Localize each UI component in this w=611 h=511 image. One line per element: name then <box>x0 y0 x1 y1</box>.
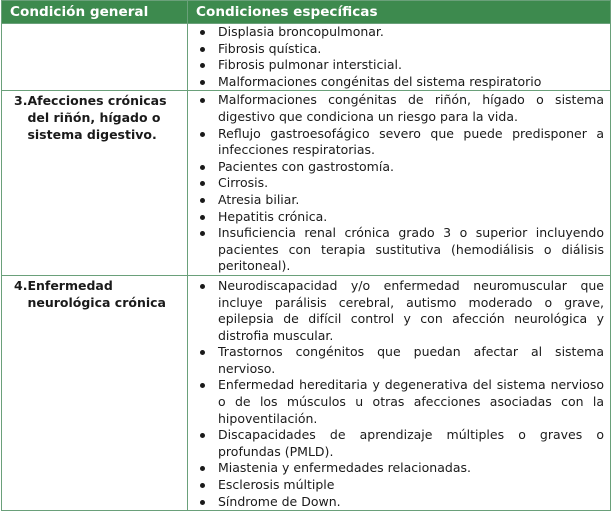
header-general-condition: Condición general <box>2 1 188 24</box>
condition-title: Afecciones crónicas del riñón, hígado o sistema digestivo. <box>27 93 167 142</box>
list-item: Neurodiscapacidad y/o enfermedad neuromuscular que incluye parálisis cerebral, autismo moderado o grave, epilepsia de difícil control y con afección neurológica y distrofia muscular. <box>218 277 604 343</box>
condition-number: 3. <box>14 93 28 109</box>
specific-conditions-cell <box>188 275 611 510</box>
list-item: Esclerosis múltiple <box>218 477 604 494</box>
table-row <box>2 275 611 510</box>
list-item: Trastornos congénitos que puedan afectar al sistema nervioso. <box>218 344 604 376</box>
list-item: Fibrosis quística. <box>218 41 604 58</box>
general-condition-cell <box>2 275 188 510</box>
general-condition-cell <box>2 91 188 276</box>
list-item: Discapacidades de aprendizaje múltiples o graves o profundas (PMLD). <box>218 427 604 459</box>
table-row <box>2 24 611 91</box>
conditions-table <box>1 0 611 511</box>
condition-title: Enfermedad neurológica crónica <box>27 277 166 310</box>
list-item: Enfermedad hereditaria y degenerativa del sistema nervioso o de los músculos u otras afecciones asociadas con la hipoventilación. <box>218 377 604 426</box>
specific-conditions-cell <box>188 24 611 91</box>
list-item: Insuficiencia renal crónica grado 3 o superior incluyendo pacientes con terapia sustitutiva (hemodiálisis o diálisis peritoneal). <box>218 225 604 274</box>
list-item: Displasia broncopulmonar. <box>218 24 604 41</box>
list-item: Fibrosis pulmonar intersticial. <box>218 57 604 74</box>
list-item: Pacientes con gastrostomía. <box>218 159 604 176</box>
list-item: Atresia biliar. <box>218 192 604 209</box>
header-row <box>2 1 611 24</box>
table-row <box>2 91 611 276</box>
list-item: Malformaciones congénitas de riñón, hígado o sistema digestivo que condiciona un riesgo para la vida. <box>218 92 604 124</box>
list-item: Malformaciones congénitas del sistema respiratorio <box>218 74 604 91</box>
list-item: Síndrome de Down. <box>218 494 604 511</box>
condition-number: 4. <box>14 277 28 293</box>
conditions-list <box>188 276 604 510</box>
conditions-list <box>188 91 604 275</box>
list-item: Hepatitis crónica. <box>218 209 604 226</box>
conditions-list <box>188 24 604 90</box>
general-condition-cell <box>2 24 188 91</box>
list-item: Reflujo gastroesofágico severo que puede predisponer a infecciones respiratorias. <box>218 125 604 158</box>
list-item: Cirrosis. <box>218 175 604 192</box>
header-specific-conditions: Condiciones específicas <box>188 1 611 24</box>
specific-conditions-cell <box>188 91 611 276</box>
list-item: Miastenia y enfermedades relacionadas. <box>218 460 604 477</box>
